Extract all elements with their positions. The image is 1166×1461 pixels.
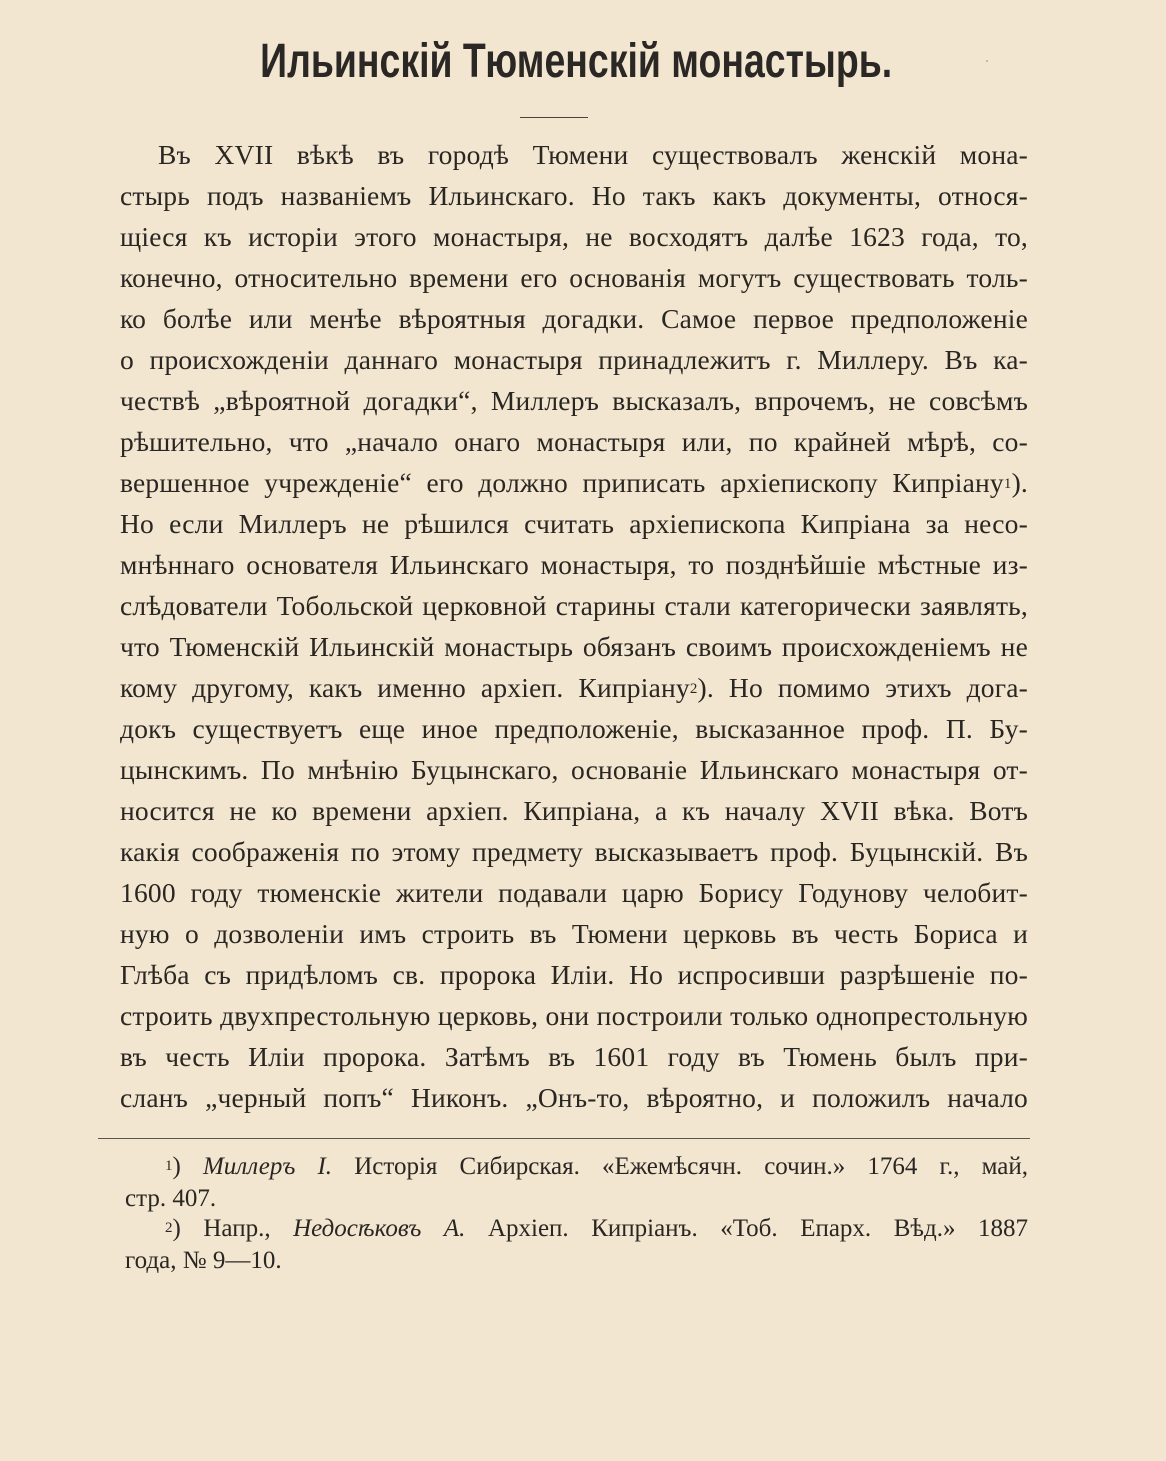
body-line: мнѣннаго основателя Ильинскаго монастыря, то позднѣйшіе мѣстные из- <box>120 549 1028 580</box>
body-line: слѣдователи Тобольской церковной старины стали категорически заявлять, <box>120 590 1028 621</box>
body-line: какія соображенія по этому предмету высказываетъ проф. Буцынскій. Въ <box>120 836 1028 867</box>
body-line: конечно, относительно времени его основанія могутъ существовать толь- <box>120 262 1028 293</box>
body-line: чествѣ „вѣроятной догадки“, Миллеръ высказалъ, впрочемъ, не совсѣмъ <box>120 385 1028 416</box>
body-line: ную о дозволеніи имъ строить въ Тюмени церковь въ честь Бориса и <box>120 918 1028 949</box>
footnote-text: Исторія Сибирская. «Ежемѣсячн. сочин.» 1764 г., май, <box>354 1153 1029 1180</box>
body-line: стырь подъ названіемъ Ильинскаго. Но такъ какъ документы, относя- <box>120 180 1028 211</box>
body-line-with-footnote <box>120 463 1028 503</box>
page-title: Ильинскій Тюменскій монастырь. <box>260 35 893 88</box>
body-line: что Тюменскій Ильинскій монастырь обязанъ своимъ происхожденіемъ не <box>120 631 1028 662</box>
footnote-2: $^2$) Напр., Недосѣковъ А. Архіеп. Кипріанъ. «Тоб. Епарх. Вѣд.» 1887 <box>165 1215 1028 1242</box>
body-line-tail: ). <box>1011 467 1028 498</box>
footnote-text: Архіеп. Кипріанъ. «Тоб. Епарх. Вѣд.» 1887 <box>487 1215 1028 1242</box>
body-line: 1600 году тюменскіе жители подавали царю Борису Годунову челобит- <box>120 877 1028 908</box>
body-line: Въ XVII вѣкѣ въ городѣ Тюмени существовалъ женскій мона- <box>158 139 1028 170</box>
footnote-ref: 2 <box>689 681 698 697</box>
footnote-separator <box>98 1138 1030 1139</box>
body-line: сланъ „черный попъ“ Никонъ. „Онъ-то, вѣроятно, и положилъ начало <box>120 1082 1028 1113</box>
body-line: цынскимъ. По мнѣнію Буцынскаго, основаніе Ильинскаго монастыря от- <box>120 754 1028 785</box>
body-line: щіеся къ исторіи этого монастыря, не восходятъ далѣе 1623 года, то, <box>120 221 1028 252</box>
body-line-with-footnote <box>120 668 1028 708</box>
footnote-ref: 1 <box>1003 476 1012 492</box>
footnote-author: Недосѣковъ А. <box>293 1215 466 1242</box>
body-line-text: кому другому, какъ именно архіеп. Кипріану <box>120 672 690 703</box>
body-line-tail: ). Но помимо этихъ дога- <box>697 672 1028 703</box>
body-line: Но если Миллеръ не рѣшился считать архіепископа Кипріана за несо- <box>120 508 1028 539</box>
footnote-prefix: Напр., <box>203 1215 271 1242</box>
body-line: носится не ко времени архіеп. Кипріана, а къ началу XVII вѣка. Вотъ <box>120 795 1028 826</box>
body-line: Глѣба съ придѣломъ св. пророка Иліи. Но испросивши разрѣшеніе по- <box>120 959 1028 990</box>
footnote-author: Миллеръ I. <box>202 1153 333 1180</box>
body-line: въ честь Иліи пророка. Затѣмъ въ 1601 году въ Тюмень былъ при- <box>120 1041 1028 1072</box>
footnote-2-cont: года, № 9—10. <box>125 1247 282 1274</box>
footnote-1: $^1$) Миллеръ I. Исторія Сибирская. «Ежемѣсячн. сочин.» 1764 г., май, <box>165 1153 1029 1180</box>
footnote-1-cont: стр. 407. <box>125 1185 217 1212</box>
footnote-marker: 2 <box>165 1220 173 1236</box>
body-line-text: вершенное учрежденіе“ его должно приписать архіепископу Кипріану <box>120 467 1004 498</box>
body-line: ко болѣе или менѣе вѣроятныя догадки. Самое первое предположеніе <box>120 303 1028 334</box>
body-line: рѣшительно, что „начало онаго монастыря или, по крайней мѣрѣ, со- <box>120 426 1028 457</box>
body-line: строить двухпрестольную церковь, они построили только однопрестольную <box>120 1000 1028 1031</box>
body-line: докъ существуетъ еще иное предположеніе, высказанное проф. П. Бу- <box>120 713 1028 744</box>
footnote-marker: 1 <box>165 1158 173 1174</box>
body-line: о происхожденіи даннаго монастыря принадлежитъ г. Миллеру. Въ ка- <box>120 344 1028 375</box>
